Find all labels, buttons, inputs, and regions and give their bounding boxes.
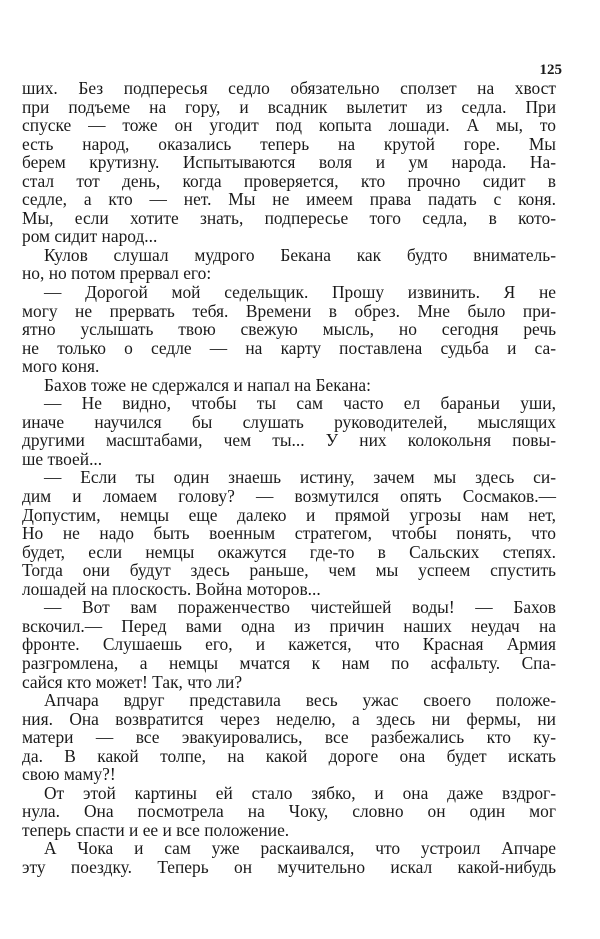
page-number: 125 <box>539 62 562 78</box>
text-line: — Не видно, чтобы ты сам часто ел бараньи уши, <box>44 393 556 414</box>
text-line: ния. Она возвратится через неделю, а здесь ни фермы, ни <box>22 708 556 729</box>
text-line: ятно услышать твою свежую мысль, но сегодня речь <box>22 319 556 340</box>
text-line: берем крутизну. Испытываются воля и ум народа. На- <box>22 152 556 173</box>
text-line: есть народ, оказались теперь на крутой горе. Мы <box>22 133 556 154</box>
text-line: Апчара вдруг представила весь ужас своего положе- <box>44 690 556 711</box>
text-line: дим и ломаем голову? — возмутился опять Сосмаков.— <box>22 486 556 507</box>
paragraph <box>22 246 556 283</box>
text-line: сайся кто может! Так, что ли? <box>22 671 243 692</box>
text-line: От этой картины ей стало зябко, и она даже вздрог- <box>44 782 556 803</box>
text-line: А Чока и сам уже раскаивался, что устроил Апчаре <box>44 838 556 859</box>
text-line: ших. Без подпересья седло обязательно сползет на хвост <box>22 78 556 98</box>
text-line: Кулов слушал мудрого Бекана как будто вниматель- <box>44 244 556 265</box>
text-line: свою маму?! <box>22 764 116 785</box>
paragraph <box>22 394 556 468</box>
text-line: будет, если немцы окажутся где-то в Сальских степях. <box>22 541 556 562</box>
text-line: лошадей на плоскость. Война моторов... <box>22 578 321 599</box>
text-line: вскочил.— Перед вами одна из причин наших неудач на <box>22 615 556 636</box>
text-line: фронте. Слушаешь его, и кажется, что Красная Армия <box>22 634 556 655</box>
text-line: Мы, если хотите знать, подпересье того седла, в кото- <box>22 207 556 228</box>
text-line: могу не прервать тебя. Времени в обрез. Мне было при- <box>22 300 556 321</box>
text-line: ром сидит народ... <box>22 226 158 247</box>
text-line: Но не надо быть военным стратегом, чтобы понять, что <box>22 523 556 544</box>
text-line: нула. Она посмотрела на Чоку, словно он один мог <box>22 801 556 822</box>
text-line: другими масштабами, чем ты... У них колокольня повы- <box>22 430 556 451</box>
text-line: но, но потом прервал его: <box>22 263 212 284</box>
paragraph <box>22 283 556 376</box>
text-line: разгромлена, а немцы мчатся к нам по асфальту. Спа- <box>22 652 556 673</box>
text-line: спуске — тоже он угодит под копыта лошади. А мы, то <box>22 115 556 136</box>
paragraph <box>22 376 556 395</box>
text-line: — Вот вам пораженчество чистейшей воды! — Бахов <box>44 597 556 618</box>
text-line: теперь спасти и ее и все положение. <box>22 819 290 840</box>
paragraph <box>22 468 556 598</box>
text-line: иначе научился бы слушать руководителей, мыслящих <box>22 411 556 432</box>
text-line: Допустим, немцы еще далеко и прямой угрозы нам нет, <box>22 504 556 525</box>
text-line: — Дорогой мой седельщик. Прошу извинить. Я не <box>44 282 556 303</box>
text-line: матери — все эвакуировались, все разбежались кто ку- <box>22 727 556 748</box>
text-line: ше твоей... <box>22 448 103 469</box>
text-line: Бахов тоже не сдержался и напал на Бекана: <box>44 374 371 395</box>
text-line: да. В какой толпе, на какой дороге она будет искать <box>22 745 556 766</box>
paragraph <box>22 598 556 691</box>
text-line: стал тот день, когда проверяется, кто прочно сидит в <box>22 170 556 191</box>
text-line: эту поездку. Теперь он мучительно искал какой-нибудь <box>22 856 556 877</box>
text-line: седле, а кто — нет. Мы не имеем права падать с коня. <box>22 189 556 210</box>
paragraph <box>22 839 556 876</box>
text-line: — Если ты один знаешь истину, зачем мы здесь си- <box>44 467 556 488</box>
text-line: при подъеме на гору, и всадник вылетит из седла. При <box>22 96 556 117</box>
paragraph <box>22 79 556 246</box>
paragraph <box>22 691 556 784</box>
body-text <box>22 79 556 877</box>
text-line: не только о седле — на карту поставлена судьба и са- <box>22 337 556 358</box>
paragraph <box>22 784 556 840</box>
text-line: Тогда они будут здесь раньше, чем мы успеем спустить <box>22 560 556 581</box>
text-line: мого коня. <box>22 356 100 377</box>
